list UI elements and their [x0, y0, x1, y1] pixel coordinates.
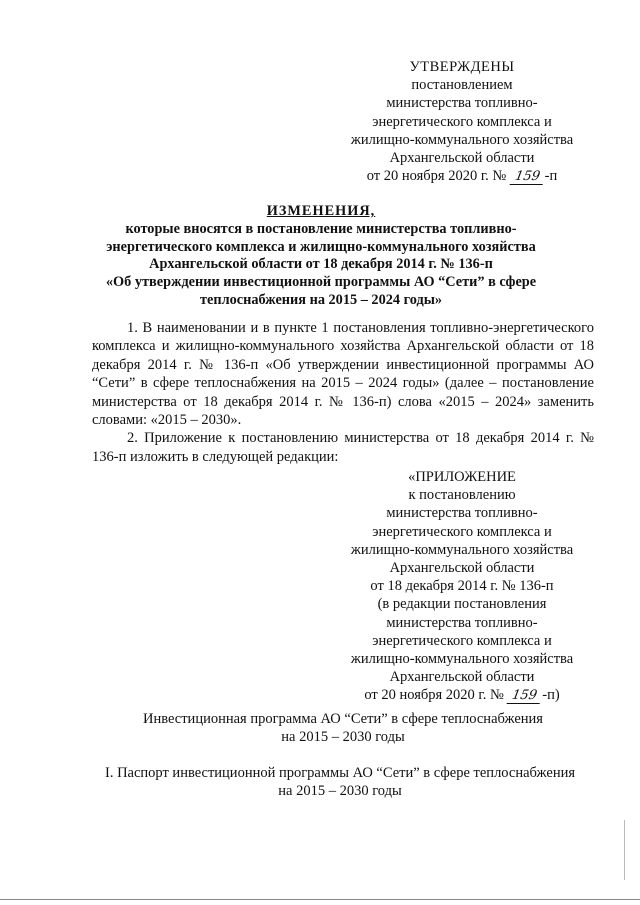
changes-line: которые вносятся в постановление министерства топливно- [125, 220, 517, 237]
program-title [92, 710, 594, 747]
scan-edge-mark [624, 820, 625, 880]
changes-line: «Об утверждении инвестиционной программы АО “Сети” в сфере [105, 274, 537, 291]
appendix-date-prefix: от 20 ноября 2020 г. № [364, 687, 504, 704]
appendix-line: к постановлению [408, 487, 516, 504]
changes-line: Архангельской области от 18 декабря 2014 г. № 136-п [149, 256, 493, 273]
program-title-line-2: на 2015 – 2030 годы [281, 729, 405, 746]
body-paragraphs [92, 319, 594, 466]
appendix-title: «ПРИЛОЖЕНИЕ [408, 469, 516, 485]
appendix-date-suffix: -п) [542, 687, 560, 704]
appendix-block [330, 468, 594, 705]
approval-line: постановлением [411, 77, 513, 94]
approval-block [330, 58, 594, 185]
handwritten-number: 159 [507, 688, 543, 704]
appendix-line: министерства топливно- [386, 505, 538, 522]
passport-heading-line-2: на 2015 – 2030 годы [278, 783, 402, 800]
approval-line: энергетического комплекса и [372, 113, 552, 130]
approval-line: министерства топливно- [386, 95, 538, 112]
appendix-line: Архангельской области [389, 669, 535, 686]
approval-date-suffix: -п [544, 168, 558, 185]
appendix-line: от 18 декабря 2014 г. № 136-п [370, 578, 554, 595]
approval-line: жилищно-коммунального хозяйства [350, 131, 574, 148]
appendix-date [330, 686, 594, 704]
paragraph-2: 2. Приложение к постановлению министерства от 18 декабря 2014 г. № 136-п изложить в следующей редакции: [92, 430, 594, 465]
changes-heading [96, 203, 546, 310]
passport-heading [70, 764, 610, 801]
approval-date-prefix: от 20 ноября 2020 г. № [366, 168, 507, 185]
passport-heading-line-1: I. Паспорт инвестиционной программы АО “Сети” в сфере теплоснабжения [104, 765, 576, 781]
approval-line: Архангельской области [389, 150, 535, 167]
appendix-line: жилищно-коммунального хозяйства [350, 541, 574, 558]
appendix-line: энергетического комплекса и [372, 523, 552, 540]
handwritten-number: 159 [509, 169, 545, 185]
changes-line: энергетического комплекса и жилищно-коммунального хозяйства [106, 238, 536, 255]
appendix-line: (в редакции постановления [377, 596, 547, 613]
approval-title: УТВЕРЖДЕНЫ [409, 59, 515, 75]
appendix-line: Архангельской области [389, 560, 535, 577]
page-bottom-edge [0, 899, 640, 900]
changes-title: ИЗМЕНЕНИЯ, [266, 203, 376, 219]
appendix-line: министерства топливно- [386, 614, 538, 631]
approval-date [330, 167, 594, 185]
changes-line: теплоснабжения на 2015 – 2024 годы» [199, 291, 443, 308]
appendix-line: энергетического комплекса и [372, 632, 552, 649]
program-title-line-1: Инвестиционная программа АО “Сети” в сфере теплоснабжения [143, 711, 543, 727]
appendix-line: жилищно-коммунального хозяйства [350, 651, 574, 668]
paragraph-1: 1. В наименовании и в пункте 1 постановления топливно-энергетического комплекса и жилищно-коммунального хозяйства Архангельской области от 18 декабря 2014 г. № 136-п «Об утверждении инвестиционной программы АО “Сети” в сфере теплоснабжения на 2015 – 2024 годы» (далее – постановление министерства от 18 декабря 2014 г. № 136-п) слова «2015 – 2024» заменить словами: «2015 – 2030». [92, 320, 594, 429]
